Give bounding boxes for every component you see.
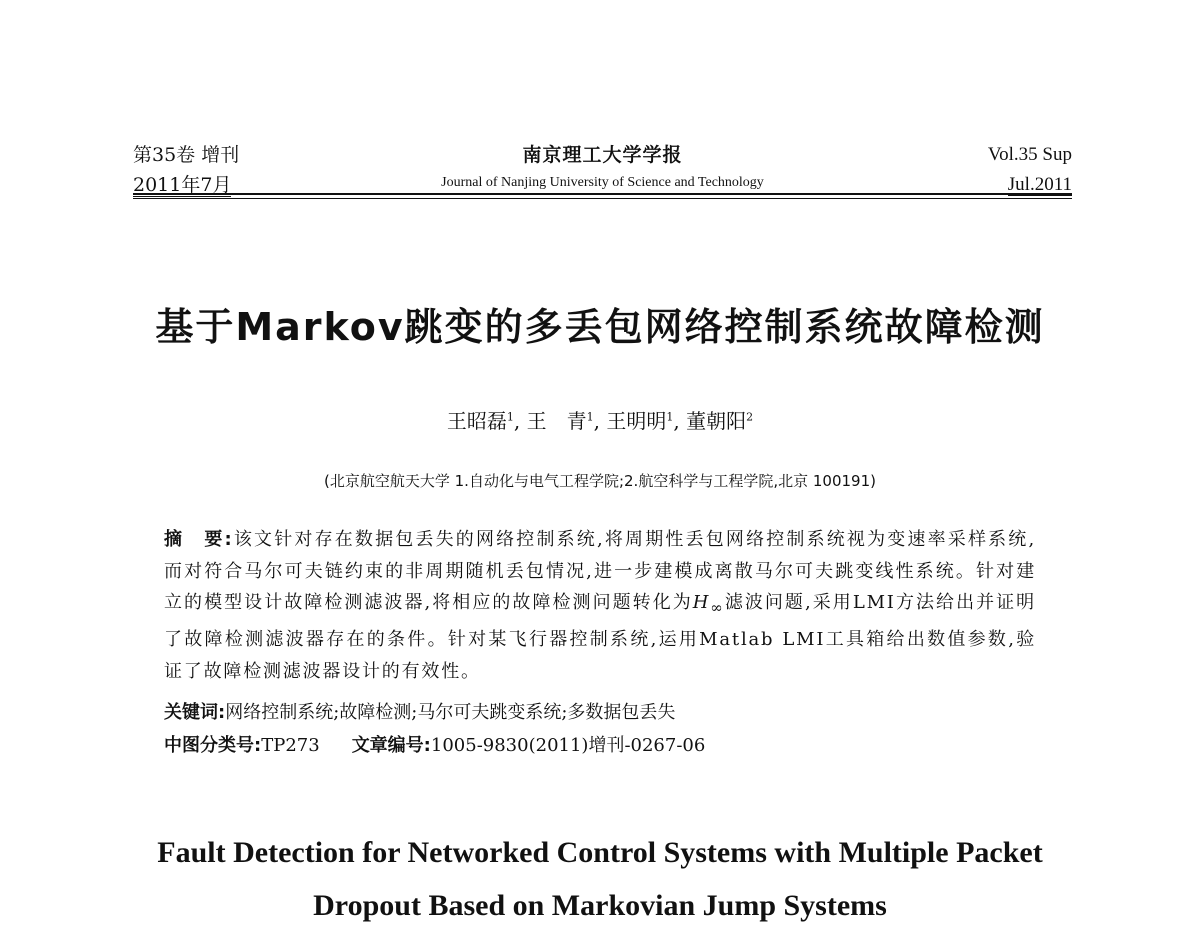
date-cn: 2011年7月 xyxy=(133,174,232,196)
title-en-line-1: Fault Detection for Networked Control Systems with Multiple Packet xyxy=(157,836,1043,869)
h-infinity-symbol: H xyxy=(692,592,711,613)
volume-en: Vol.35 Sup xyxy=(987,144,1072,165)
cls-label: 中图分类号: xyxy=(164,735,262,756)
doc-number-value: 1005-9830(2011)增刊-0267-06 xyxy=(430,735,706,756)
abstract-text-1: 该文针对存在数据包丢失的网络控制系统,将周期性丢包网络控制系统视为变速率采样系统,而对符合马尔可夫链约束的非周期随机丢包情况,进一步建模成离散马尔可夫跳变线性系统。针对建立的模型设计故障检测滤波器,将相应的故障检测问题转化为 xyxy=(164,529,1036,613)
author-affiliation-mark: 1 xyxy=(586,410,594,424)
h-infinity-subscript: ∞ xyxy=(710,598,725,617)
abstract-text-2: 滤波问题,采用LMI方法给出并证明了故障检测滤波器存在的条件。针对某飞行器控制系统,运用Matlab LMI工具箱给出数值参数,验证了故障检测滤波器设计的有效性。 xyxy=(164,592,1036,682)
keywords xyxy=(164,697,675,728)
author-affiliation-mark: 1 xyxy=(506,410,514,424)
abstract-label: 摘 要: xyxy=(164,529,234,550)
author-affiliation-mark: 2 xyxy=(746,410,754,424)
header-center xyxy=(395,140,810,196)
header-right xyxy=(988,140,1072,200)
author-name: 王明明 xyxy=(606,409,667,433)
date-en: Jul.2011 xyxy=(1007,174,1072,195)
author-affiliation-mark: 1 xyxy=(666,410,674,424)
author-name: 王昭磊 xyxy=(446,409,507,433)
affiliation: (北京航空航天大学 1.自动化与电气工程学院;2.航空科学与工程学院,北京 100191) xyxy=(324,472,876,490)
keywords-text: 网络控制系统;故障检测;马尔可夫跳变系统;多数据包丢失 xyxy=(225,702,676,723)
authors: 王昭磊$^1$, 王 青$^1$, 王明明$^1$, 董朝阳$^2$ xyxy=(446,409,754,433)
title-en-line-2: Dropout Based on Markovian Jump Systems xyxy=(313,889,887,922)
classification xyxy=(164,730,705,761)
doc-number-label: 文章编号: xyxy=(351,735,431,756)
header-rule-thick xyxy=(133,193,1072,195)
abstract xyxy=(164,524,1036,687)
title-cn: 基于Markov跳变的多丢包网络控制系统故障检测 xyxy=(155,305,1045,349)
volume-cn: 第35卷 增刊 xyxy=(133,144,240,166)
author-name: 董朝阳 xyxy=(686,409,747,433)
header-left xyxy=(133,140,239,200)
author-name: 王 青 xyxy=(526,409,587,433)
journal-cn: 南京理工大学学报 xyxy=(522,144,683,166)
cls-value: TP273 xyxy=(261,735,320,756)
journal-en: Journal of Nanjing University of Science and Technology xyxy=(441,175,764,190)
keywords-label: 关键词: xyxy=(164,702,226,723)
header-rule-thin xyxy=(133,198,1072,199)
title-en xyxy=(0,826,1200,932)
